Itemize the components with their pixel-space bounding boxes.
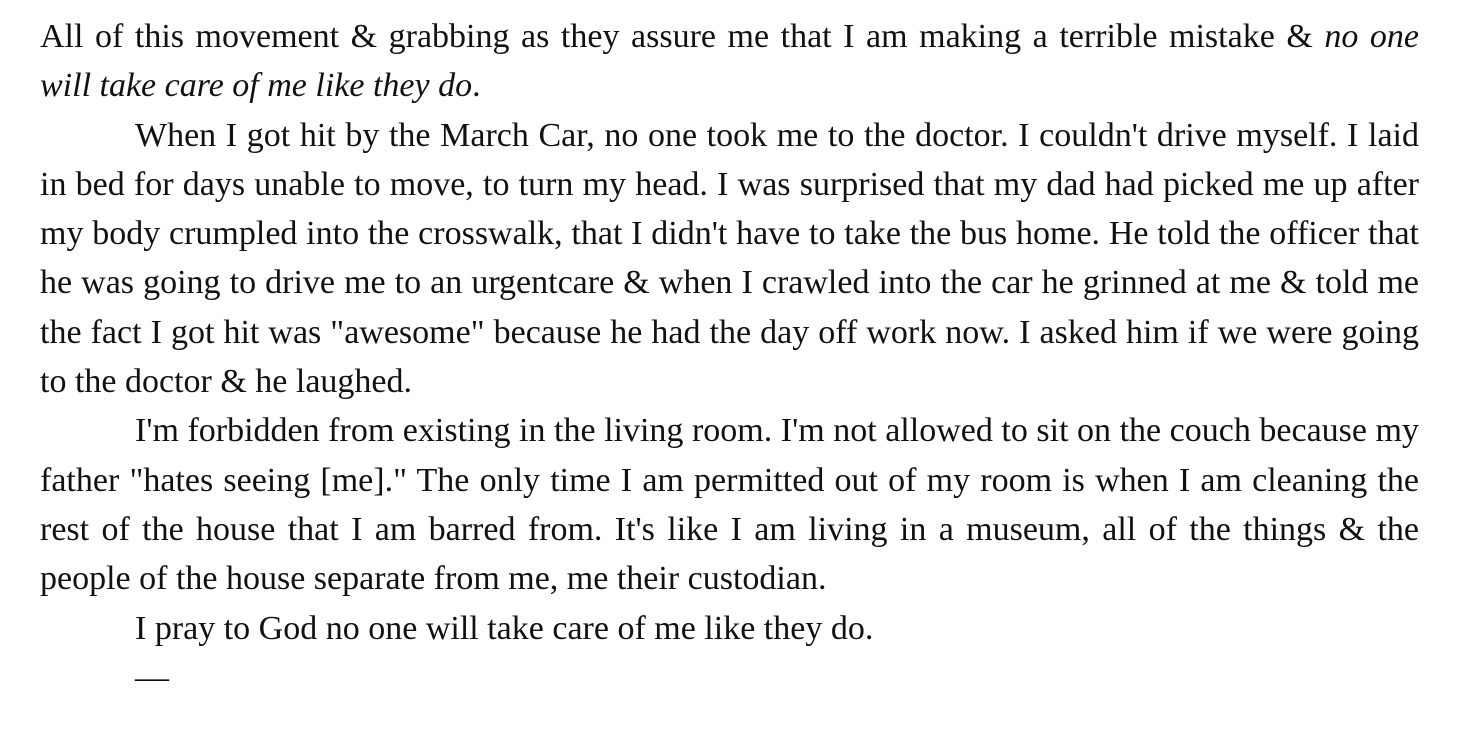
section-separator: — [135, 658, 169, 696]
paragraph-3: I'm forbidden from existing in the living room. I'm not allowed to sit on the couch because my father "hates seeing [me]." The only time I am permitted out of my room is when I am cleaning the rest of the house that I am barred from. It's like I am living in a museum, all of the things & the people of the house separate from me, me their custodian. [40, 412, 1419, 598]
paragraph-1 [40, 12, 1419, 111]
paragraph-1-text: All of this movement & grabbing as they assure me that I am making a terrible mistake & [40, 18, 1325, 55]
paragraph-2: When I got hit by the March Car, no one took me to the doctor. I couldn't drive myself. I laid in bed for days unable to move, to turn my head. I was surprised that my dad had picked me up after my body crumpled into the crosswalk, that I didn't have to take the bus home. He told the officer that he was going to drive me to an urgentcare & when I crawled into the car he grinned at me & told me the fact I got hit was "awesome" because he had the day off work now. I asked him if we were going to the doctor & he laughed. [40, 116, 1419, 401]
paragraph-4: I pray to God no one will take care of me like they do. [135, 609, 874, 647]
paragraph-1-period: . [472, 67, 481, 105]
paragraph-1-italic-phrase: no one will take care of me like they do [40, 18, 1419, 105]
document-body [40, 12, 1419, 702]
